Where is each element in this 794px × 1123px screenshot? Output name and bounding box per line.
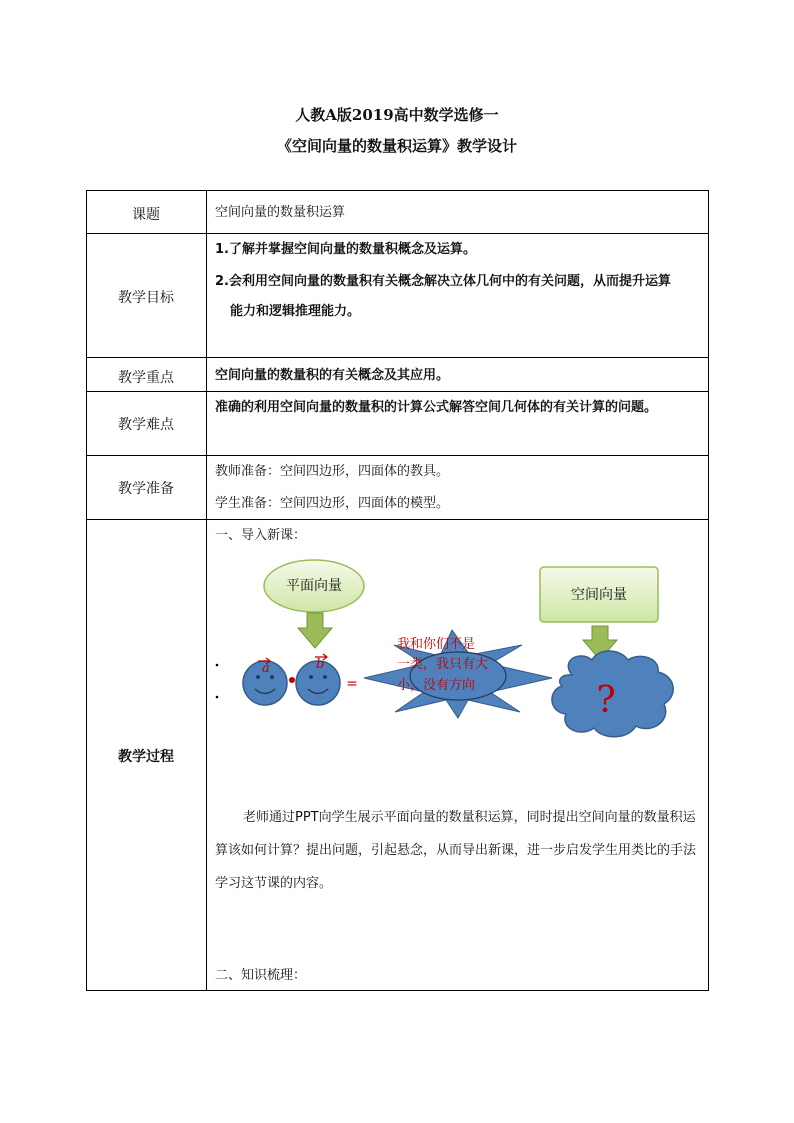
goal-item-2-cont: 能力和逻辑推理能力。 bbox=[230, 304, 361, 319]
process-label: 教学过程 bbox=[118, 749, 174, 765]
doc-subtitle: 《空间向量的数量积运算》教学设计 bbox=[276, 137, 517, 155]
bullet-dot bbox=[216, 696, 219, 699]
eye bbox=[270, 675, 274, 679]
difficulty-content: 准确的利用空间向量的数量积的计算公式解答空间几何体的有关计算的问题。 bbox=[215, 400, 658, 415]
process-section-2: 二、知识梳理： bbox=[215, 968, 307, 983]
goal-item-1: 1.了解并掌握空间向量的数量积概念及运算。 bbox=[215, 242, 476, 257]
key-label: 教学重点 bbox=[118, 370, 174, 386]
dot-operator bbox=[289, 677, 295, 683]
process-paragraph: 老师通过PPT向学生展示平面向量的数量积运算，同时提出空间向量的数量积运算该如何计算？提出问题，引起悬念，从而导出新课，进一步启发学生用类比的手法学习这节课的内容。 bbox=[215, 810, 697, 891]
plane-vector-label: 平面向量 bbox=[286, 578, 342, 594]
bullet-dot bbox=[216, 664, 219, 667]
prep-label: 教学准备 bbox=[118, 481, 174, 497]
goals-label: 教学目标 bbox=[118, 290, 174, 306]
question-mark: ? bbox=[596, 680, 616, 721]
difficulty-label: 教学难点 bbox=[118, 417, 174, 433]
star-text-line-2: 一类，我只有大 bbox=[397, 657, 489, 672]
process-section-1: 一、导入新课： bbox=[215, 528, 307, 543]
equals-sign: = bbox=[346, 676, 358, 692]
eye bbox=[256, 675, 260, 679]
eye bbox=[323, 675, 327, 679]
goal-item-2: 2.会利用空间向量的数量积有关概念解决立体几何中的有关问题，从而提升运算 bbox=[215, 274, 671, 289]
doc-title: 人教A版2019高中数学选修一 bbox=[295, 106, 499, 124]
star-text-line-1: 我和你们不是 bbox=[397, 637, 476, 652]
space-vector-label: 空间向量 bbox=[571, 587, 627, 603]
key-content: 空间向量的数量积的有关概念及其应用。 bbox=[215, 368, 450, 383]
vector-b-label: b bbox=[316, 657, 325, 672]
prep-teacher: 教师准备：空间四边形，四面体的教具。 bbox=[215, 464, 450, 479]
prep-student: 学生准备：空间四边形，四面体的模型。 bbox=[215, 496, 450, 511]
down-arrow-icon bbox=[298, 613, 332, 648]
topic-content: 空间向量的数量积运算 bbox=[215, 205, 346, 220]
vector-a-label: a bbox=[262, 661, 270, 676]
topic-label: 课题 bbox=[132, 207, 160, 223]
eye bbox=[309, 675, 313, 679]
star-text-line-3: 小，没有方向 bbox=[397, 678, 476, 693]
